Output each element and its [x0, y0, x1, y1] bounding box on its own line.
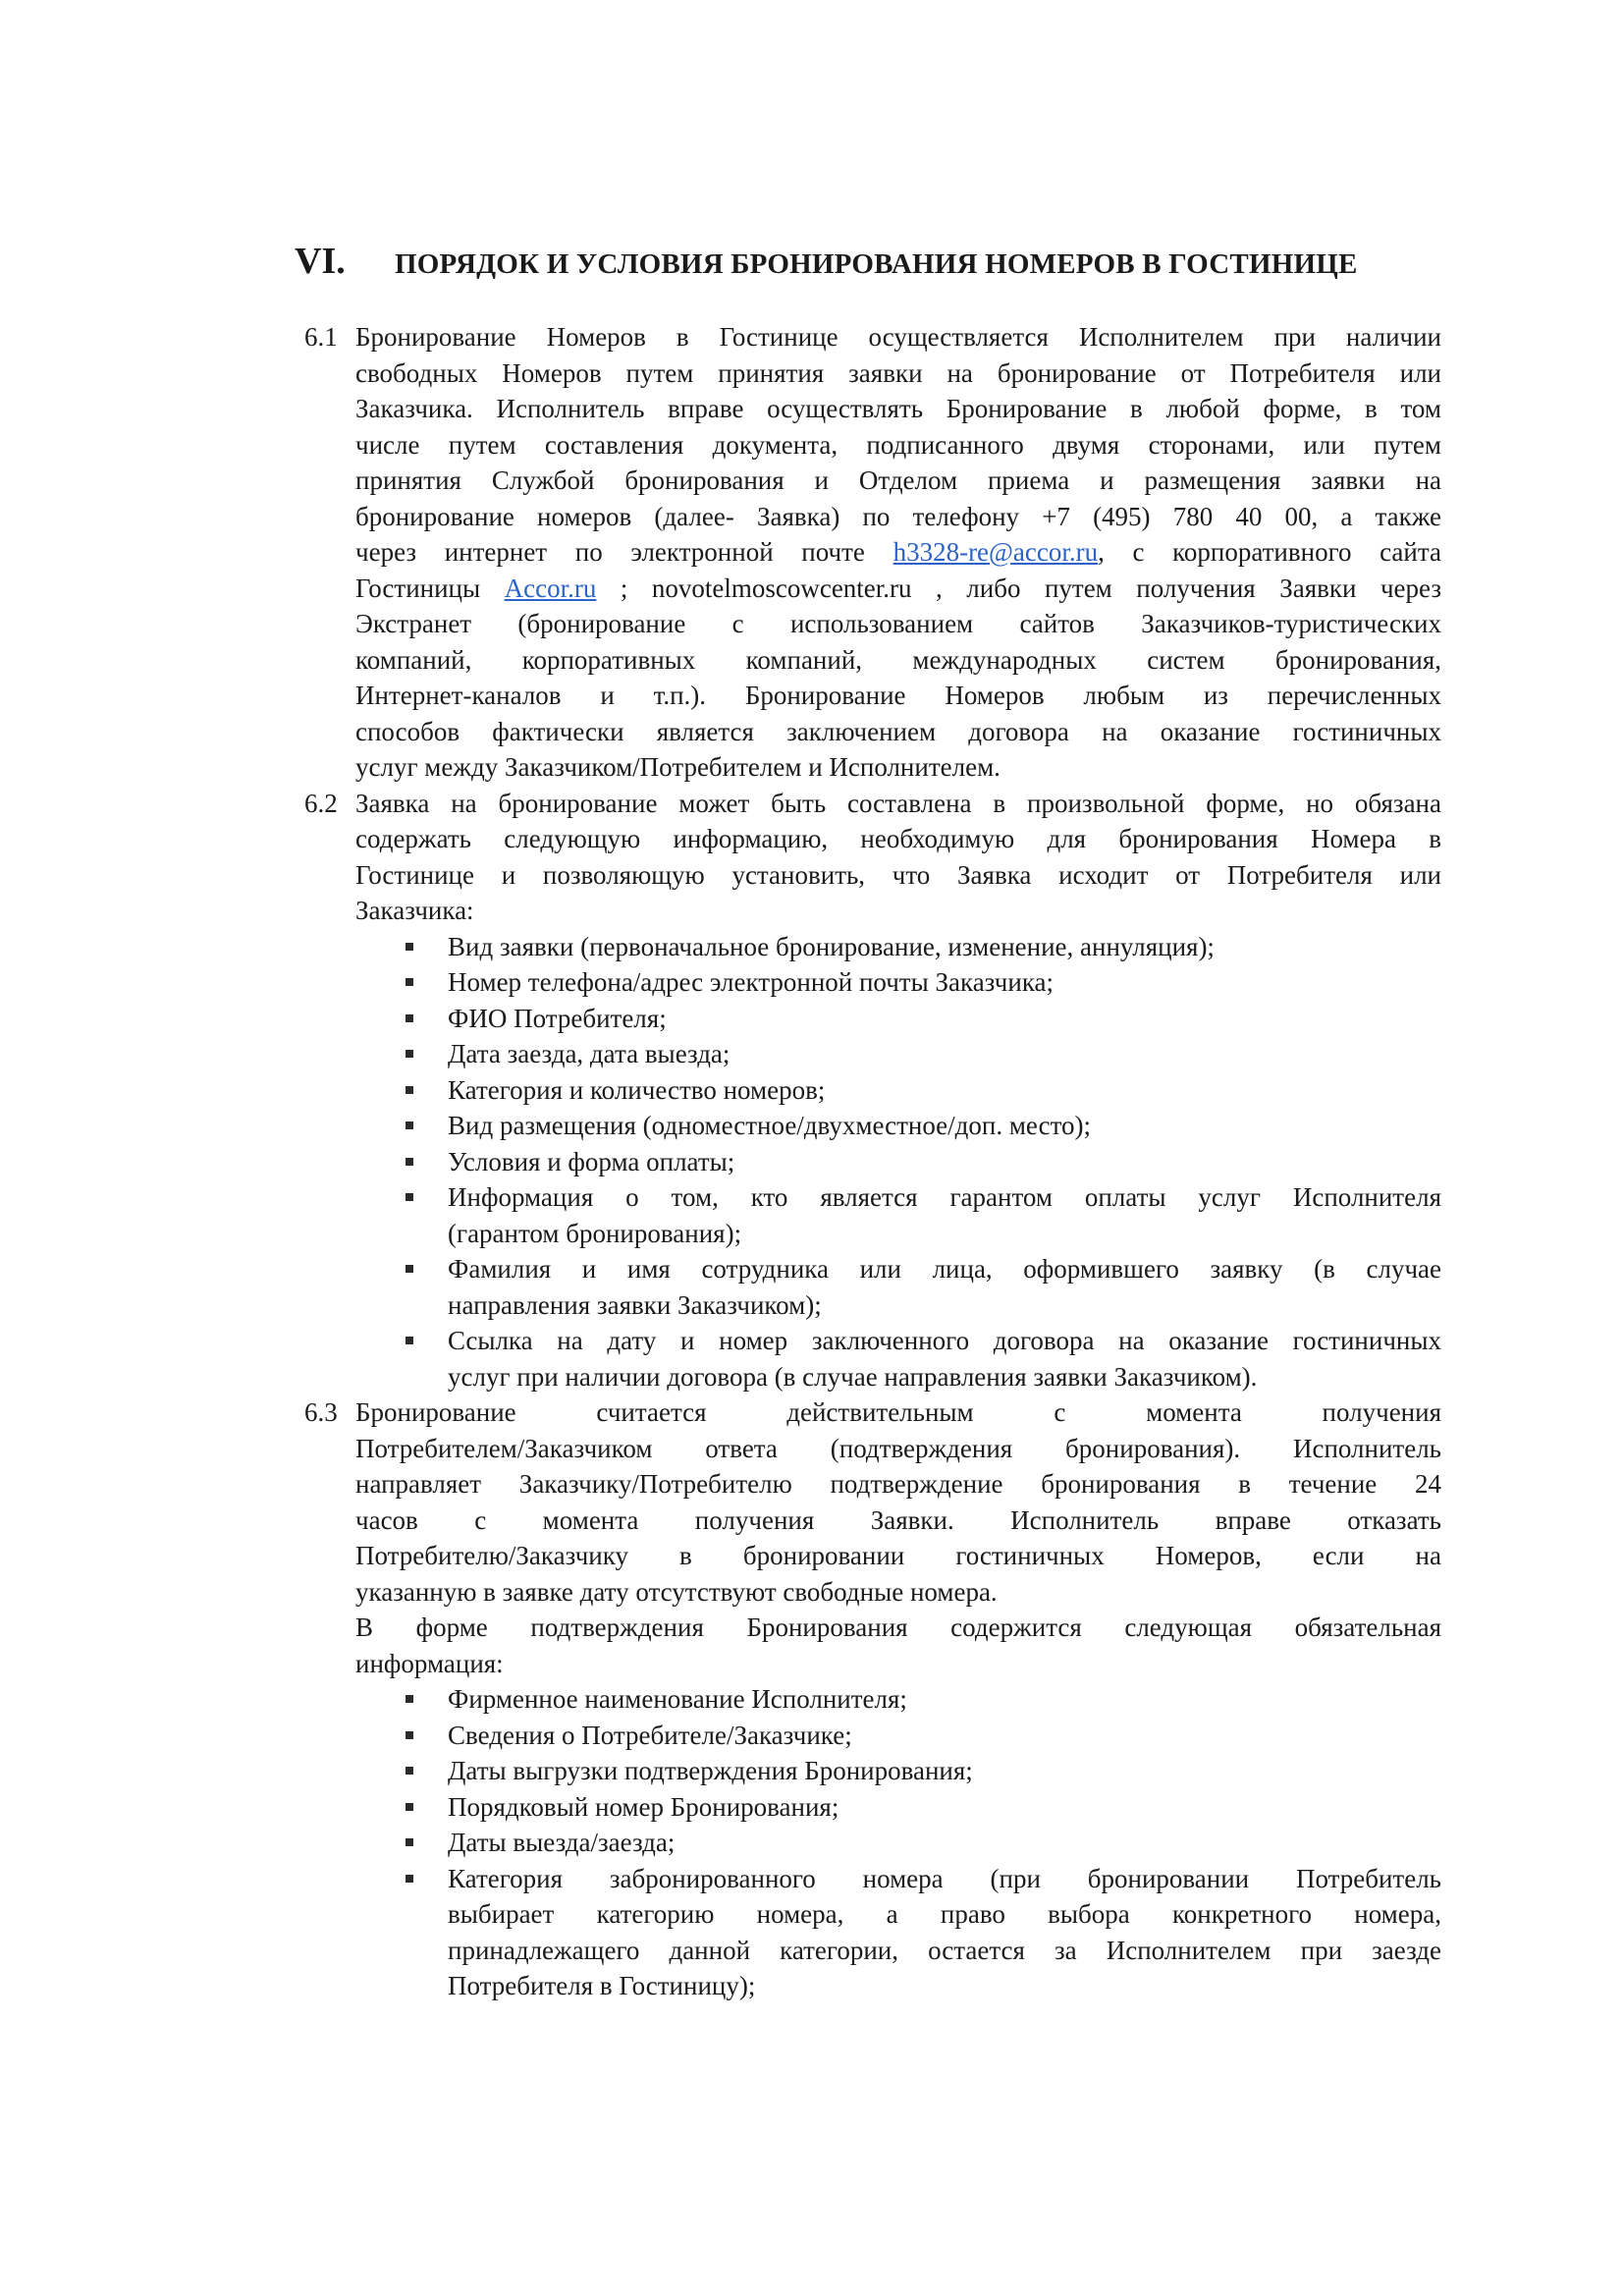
line-text: Ссылка на дату и номер заключенного договора на оказание гостиничных — [448, 1326, 1441, 1355]
line-text: услуг при наличии договора (в случае направления заявки Заказчиком). — [448, 1361, 1258, 1392]
clause-number: 6.2 — [304, 788, 338, 818]
line-text: часов с момента получения Заявки. Исполнитель вправе отказать — [355, 1504, 1441, 1535]
square-bullet-icon — [406, 1086, 413, 1094]
square-bullet-icon — [406, 1731, 413, 1739]
square-bullet-icon — [406, 978, 413, 986]
paragraph-line — [304, 606, 1441, 642]
line-text: В форме подтверждения Бронирования содержится следующая обязательная — [355, 1613, 1441, 1642]
link[interactable]: Accor.ru — [504, 573, 597, 603]
section-number: VI. — [295, 241, 346, 282]
line-text: способов фактически является заключением договора на оказание гостиничных — [355, 716, 1441, 746]
paragraph-line — [304, 1574, 1441, 1611]
line-text: Вид размещения (одноместное/двухместное/доп. место); — [448, 1111, 1092, 1140]
paragraph-line — [304, 1610, 1441, 1646]
square-bullet-icon — [406, 1875, 413, 1883]
line-text: Вид заявки (первоначальное бронирование, изменение, аннуляция); — [448, 931, 1215, 961]
paragraph-line — [304, 571, 1441, 607]
line-text: указанную в заявке дату отсутствуют свободные номера. — [355, 1576, 998, 1607]
line-text: Заявка на бронирование может быть составлена в произвольной форме, но обязана — [355, 788, 1441, 818]
line-text: (гарантом бронирования); — [448, 1218, 742, 1248]
square-bullet-icon — [406, 1337, 413, 1344]
line-text: Фирменное наименование Исполнителя; — [448, 1684, 907, 1714]
paragraph-line — [304, 463, 1441, 499]
paragraph-line — [304, 786, 1441, 822]
paragraph-line — [304, 1466, 1441, 1503]
paragraph-line — [304, 1503, 1441, 1539]
bullet-item-line — [304, 1323, 1441, 1359]
square-bullet-icon — [406, 1014, 413, 1022]
bullet-item-line — [304, 1251, 1441, 1287]
paragraph-line — [304, 714, 1441, 750]
line-text: направляет Заказчику/Потребителю подтверждение бронирования в течение 24 — [355, 1469, 1441, 1499]
paragraph-line — [304, 749, 1441, 786]
bullet-item-line — [304, 1001, 1441, 1037]
line-text: бронирование номеров (далее- Заявка) по телефону +7 (495) 780 40 00, а также — [355, 501, 1441, 531]
bullet-item-line — [304, 1072, 1441, 1109]
line-text: Интернет-каналов и т.п.). Бронирование Номеров любым из перечисленных — [355, 681, 1441, 710]
bullet-item-line — [304, 1287, 1441, 1324]
line-text: содержать следующую информацию, необходимую для бронирования Номера в — [355, 824, 1441, 853]
bullet-item-line — [304, 1789, 1441, 1826]
line-text: Потребителю/Заказчику в бронировании гостиничных Номеров, если на — [355, 1541, 1441, 1570]
line-text: Информация о том, кто является гарантом оплаты услуг Исполнителя — [448, 1182, 1441, 1212]
paragraph-line — [304, 534, 1441, 571]
bullet-item-line — [304, 1933, 1441, 1969]
paragraph-line — [304, 857, 1441, 894]
line-text: числе путем составления документа, подписанного двумя сторонами, или путем — [355, 429, 1441, 460]
square-bullet-icon — [406, 1265, 413, 1273]
square-bullet-icon — [406, 1767, 413, 1775]
paragraph-line — [304, 821, 1441, 857]
line-text: Гостинице и позволяющую установить, что Заявка исходит от Потребителя или — [355, 859, 1441, 890]
paragraph-line — [304, 499, 1441, 535]
paragraph-line — [304, 355, 1441, 392]
bullet-item-line — [304, 964, 1441, 1001]
line-text: Заказчика: — [355, 896, 474, 925]
line-text: Бронирование Номеров в Гостинице осуществляется Исполнителем при наличии — [355, 322, 1441, 352]
line-text: выбирает категорию номера, а право выбора конкретного номера, — [448, 1899, 1441, 1929]
line-text: Условия и форма оплаты; — [448, 1146, 735, 1176]
bullet-item-line — [304, 1681, 1441, 1718]
paragraph-line — [304, 1646, 1441, 1682]
paragraph-line — [304, 1538, 1441, 1574]
line-text: Заказчика. Исполнитель вправе осуществлять Бронирование в любой форме, в том — [355, 394, 1441, 423]
line-text: Бронирование считается действительным с момента получения — [355, 1397, 1441, 1427]
line-text: Фамилия и имя сотрудника или лица, оформившего заявку (в случае — [448, 1254, 1441, 1284]
line-text: направления заявки Заказчиком); — [448, 1289, 822, 1320]
clause-number: 6.1 — [304, 322, 338, 352]
paragraph-line — [304, 678, 1441, 714]
bullet-item-line — [304, 1144, 1441, 1180]
line-text: Потребителем/Заказчиком ответа (подтверждения бронирования). Исполнитель — [355, 1433, 1441, 1463]
link[interactable]: h3328-re@accor.ru — [893, 537, 1099, 567]
line-text: Порядковый номер Бронирования; — [448, 1791, 839, 1822]
bullet-item-line — [304, 1718, 1441, 1754]
square-bullet-icon — [406, 1695, 413, 1703]
bullet-item-line — [304, 1968, 1441, 2004]
bullet-item-line — [304, 1108, 1441, 1144]
line-text: ФИО Потребителя; — [448, 1003, 667, 1033]
square-bullet-icon — [406, 1158, 413, 1166]
document-body — [304, 319, 1441, 2004]
section-title: ПОРЯДОК И УСЛОВИЯ БРОНИРОВАНИЯ НОМЕРОВ В ГОСТИНИЦЕ — [395, 248, 1358, 280]
square-bullet-icon — [406, 1050, 413, 1058]
paragraph-line — [304, 427, 1441, 464]
bullet-item-line — [304, 1861, 1441, 1897]
paragraph-line — [304, 1394, 1441, 1431]
text-segment: Гостиницы — [355, 573, 505, 603]
line-text: информация: — [355, 1648, 504, 1678]
line-text: Потребителя в Гостиницу); — [448, 1971, 756, 2000]
paragraph-line — [304, 391, 1441, 427]
clause-number: 6.3 — [304, 1397, 338, 1427]
line-text: принадлежащего данной категории, остается за Исполнителем при заезде — [448, 1935, 1441, 1965]
section-heading — [295, 240, 1443, 285]
bullet-item-line — [304, 1036, 1441, 1072]
line-text: Даты выгрузки подтверждения Бронирования; — [448, 1756, 973, 1785]
bullet-item-line — [304, 1825, 1441, 1861]
text-segment: , с корпоративного сайта — [1098, 537, 1441, 567]
text-segment: через интернет по электронной почте — [355, 537, 893, 567]
line-text: услуг между Заказчиком/Потребителем и Исполнителем. — [355, 752, 1001, 782]
square-bullet-icon — [406, 1193, 413, 1201]
line-text: Категория и количество номеров; — [448, 1074, 826, 1105]
line-text: Сведения о Потребителе/Заказчике; — [448, 1720, 852, 1750]
paragraph-line — [304, 893, 1441, 929]
line-text: Номер телефона/адрес электронной почты Заказчика; — [448, 967, 1055, 997]
line-text: Дата заезда, дата выезда; — [448, 1039, 730, 1068]
bullet-item-line — [304, 1216, 1441, 1252]
bullet-item-line — [304, 1179, 1441, 1216]
line-text: Даты выезда/заезда; — [448, 1828, 676, 1857]
text-segment: ; novotelmoscowcenter.ru , либо путем получения Заявки через — [596, 573, 1441, 603]
line-text: Экстранет (бронирование с использованием сайтов Заказчиков-туристических — [355, 609, 1441, 638]
square-bullet-icon — [406, 1803, 413, 1811]
line-text: Категория забронированного номера (при бронировании Потребитель — [448, 1863, 1441, 1893]
square-bullet-icon — [406, 1838, 413, 1846]
paragraph-line — [304, 1431, 1441, 1467]
paragraph-line — [304, 319, 1441, 355]
bullet-item-line — [304, 929, 1441, 965]
bullet-item-line — [304, 1753, 1441, 1789]
line-text: свободных Номеров путем принятия заявки на бронирование от Потребителя или — [355, 357, 1441, 388]
line-text: компаний, корпоративных компаний, международных систем бронирования, — [355, 644, 1441, 675]
line-text: принятия Службой бронирования и Отделом приема и размещения заявки на — [355, 465, 1441, 495]
paragraph-line — [304, 642, 1441, 679]
bullet-item-line — [304, 1896, 1441, 1933]
square-bullet-icon — [406, 943, 413, 951]
square-bullet-icon — [406, 1121, 413, 1129]
bullet-item-line — [304, 1359, 1441, 1395]
